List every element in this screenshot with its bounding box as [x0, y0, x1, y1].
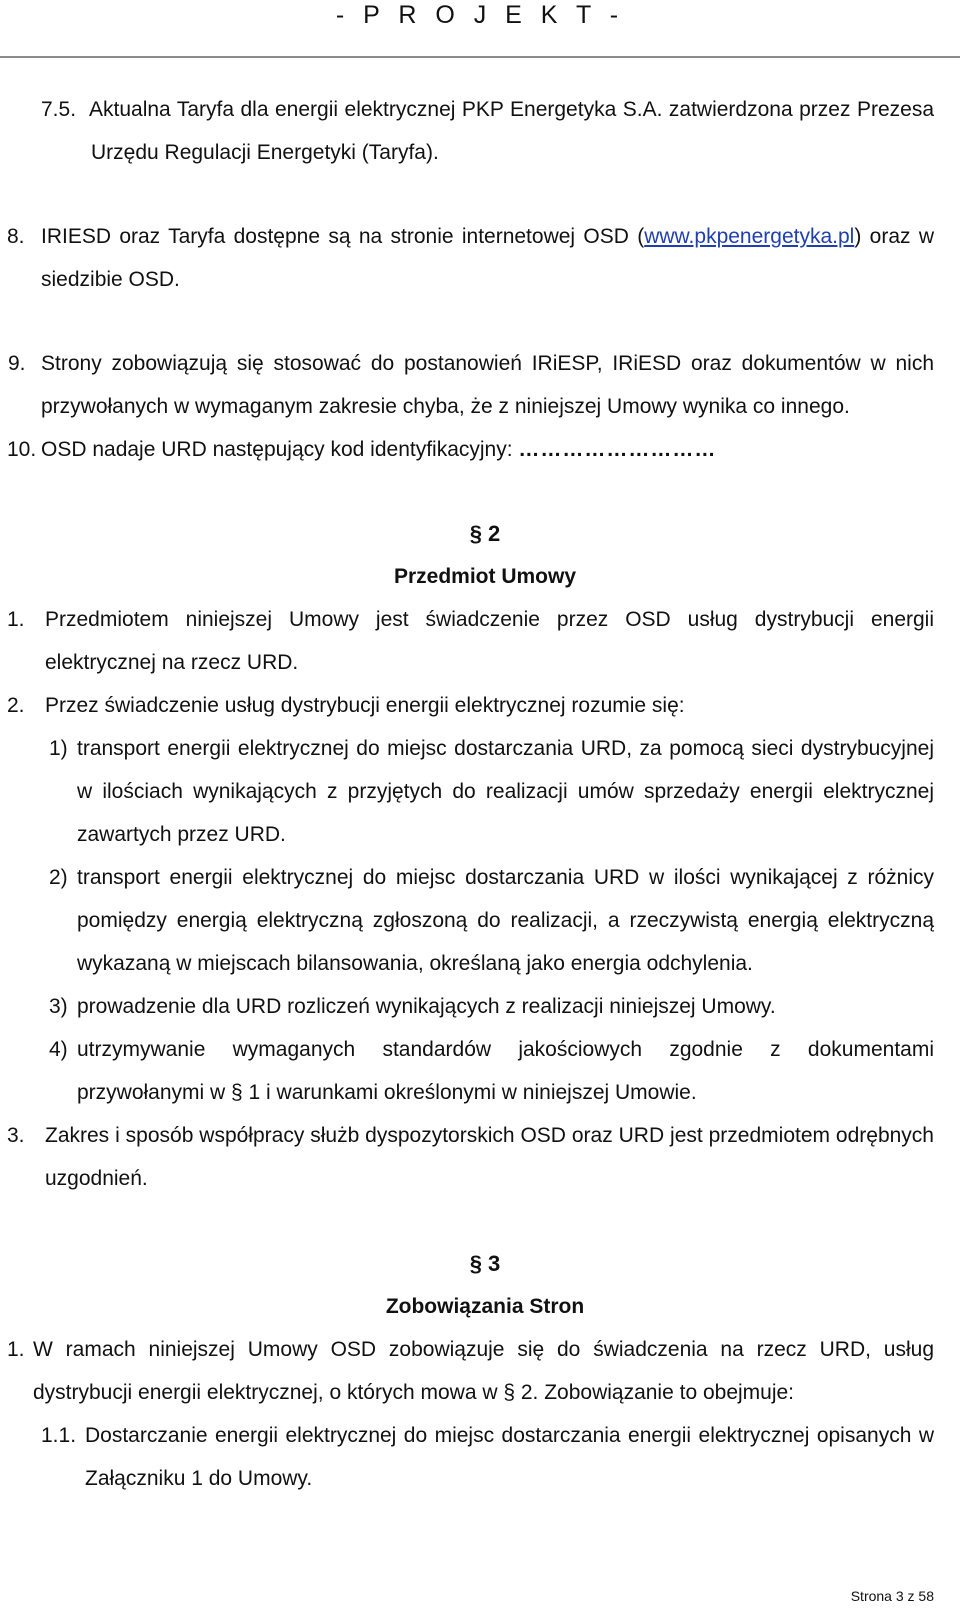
section-sign: § 2 — [469, 521, 501, 546]
identification-code-placeholder: ……………………… — [518, 438, 717, 461]
subpoint-text: transport energii elektrycznej do miejsc dostarczania URD w ilości wynikającej z różnicy pomiędzy energią elektryczną zgłoszoną do realizacji, a rzeczywistą energią elektryczną wykazaną w miejscach bilansowania, określaną jako energia odchylenia. — [77, 866, 934, 975]
section-2-point-3 — [0, 1114, 960, 1200]
section-2-point-2 — [0, 684, 960, 727]
section-2-heading — [0, 512, 960, 598]
subpoint-number: 3) — [49, 995, 68, 1018]
section-title: Przedmiot Umowy — [393, 565, 577, 588]
point-number: 3. — [7, 1124, 25, 1147]
clause-7-5 — [0, 88, 960, 174]
clause-text: OSD nadaje URD następujący kod identyfikacyjny: — [41, 438, 519, 461]
website-link[interactable]: www.pkpenergetyka.pl — [644, 225, 855, 248]
spacer — [0, 301, 960, 342]
subpoint-number: 4) — [49, 1038, 68, 1061]
clause-number: 8. — [7, 225, 25, 248]
clause-text-before-link: IRIESD oraz Taryfa dostępne są na stronie internetowej OSD ( — [41, 225, 645, 248]
header-divider — [0, 56, 960, 58]
point-text: W ramach niniejszej Umowy OSD zobowiązuje się do świadczenia na rzecz URD, usług dystrybucji energii elektrycznej, o których mowa w § 2. Zobowiązanie to obejmuje: — [33, 1338, 934, 1404]
subpoint-text: utrzymywanie wymaganych standardów jakościowych zgodnie z dokumentami przywołanymi w § 1 i warunkami określonymi w niniejszej Umowie. — [77, 1038, 934, 1104]
spacer — [0, 174, 960, 215]
section-title: Zobowiązania Stron — [385, 1295, 585, 1318]
clause-number: 10. — [7, 438, 37, 461]
section-sign: § 3 — [469, 1251, 501, 1276]
document-status-title: - P R O J E K T - — [335, 1, 625, 29]
point-number: 2. — [7, 694, 25, 717]
section-2-point-1 — [0, 598, 960, 684]
point-number: 1.1. — [41, 1424, 77, 1447]
spacer — [0, 1200, 960, 1242]
clause-8 — [0, 215, 960, 301]
section-2-subpoint-4 — [0, 1028, 960, 1114]
point-number: 1. — [7, 608, 25, 631]
point-number: 1. — [7, 1338, 25, 1361]
subpoint-text: prowadzenie dla URD rozliczeń wynikających z realizacji niniejszej Umowy. — [77, 995, 776, 1018]
document-body — [0, 88, 960, 1500]
section-2-subpoint-2 — [0, 856, 960, 985]
point-text: Dostarczanie energii elektrycznej do miejsc dostarczania energii elektrycznej opisanych w Załączniku 1 do Umowy. — [85, 1424, 934, 1490]
section-3-point-1-1 — [0, 1414, 960, 1500]
section-2-subpoint-1 — [0, 727, 960, 856]
section-3-heading — [0, 1242, 960, 1328]
clause-number: 9. — [8, 352, 26, 375]
section-3-point-1 — [0, 1328, 960, 1414]
clause-text-after-link: ) oraz w siedzibie OSD. — [41, 225, 934, 291]
point-text: Przedmiotem niniejszej Umowy jest świadczenie przez OSD usług dystrybucji energii elektrycznej na rzecz URD. — [45, 608, 934, 674]
clause-text: Aktualna Taryfa dla energii elektrycznej PKP Energetyka S.A. zatwierdzona przez Prezesa Urzędu Regulacji Energetyki (Taryfa). — [89, 98, 934, 164]
subpoint-number: 1) — [49, 737, 68, 760]
subpoint-text: transport energii elektrycznej do miejsc dostarczania URD, za pomocą sieci dystrybucyjnej w ilościach wynikających z przyjętych do realizacji umów sprzedaży energii elektrycznej zawartych przez URD. — [77, 737, 934, 846]
point-text: Przez świadczenie usług dystrybucji energii elektrycznej rozumie się: — [45, 694, 685, 717]
page-number: Strona 3 z 58 — [850, 1588, 934, 1604]
spacer — [0, 471, 960, 512]
clause-9 — [0, 342, 960, 428]
point-text: Zakres i sposób współpracy służb dyspozytorskich OSD oraz URD jest przedmiotem odrębnych uzgodnień. — [45, 1124, 934, 1190]
page-header — [0, 0, 960, 56]
section-2-subpoint-3 — [0, 985, 960, 1028]
clause-10 — [0, 428, 960, 471]
clause-number: 7.5. — [41, 98, 77, 121]
subpoint-number: 2) — [49, 866, 68, 889]
clause-text: Strony zobowiązują się stosować do postanowień IRiESP, IRiESD oraz dokumentów w nich przywołanych w wymaganym zakresie chyba, że z niniejszej Umowy wynika co innego. — [41, 352, 934, 418]
